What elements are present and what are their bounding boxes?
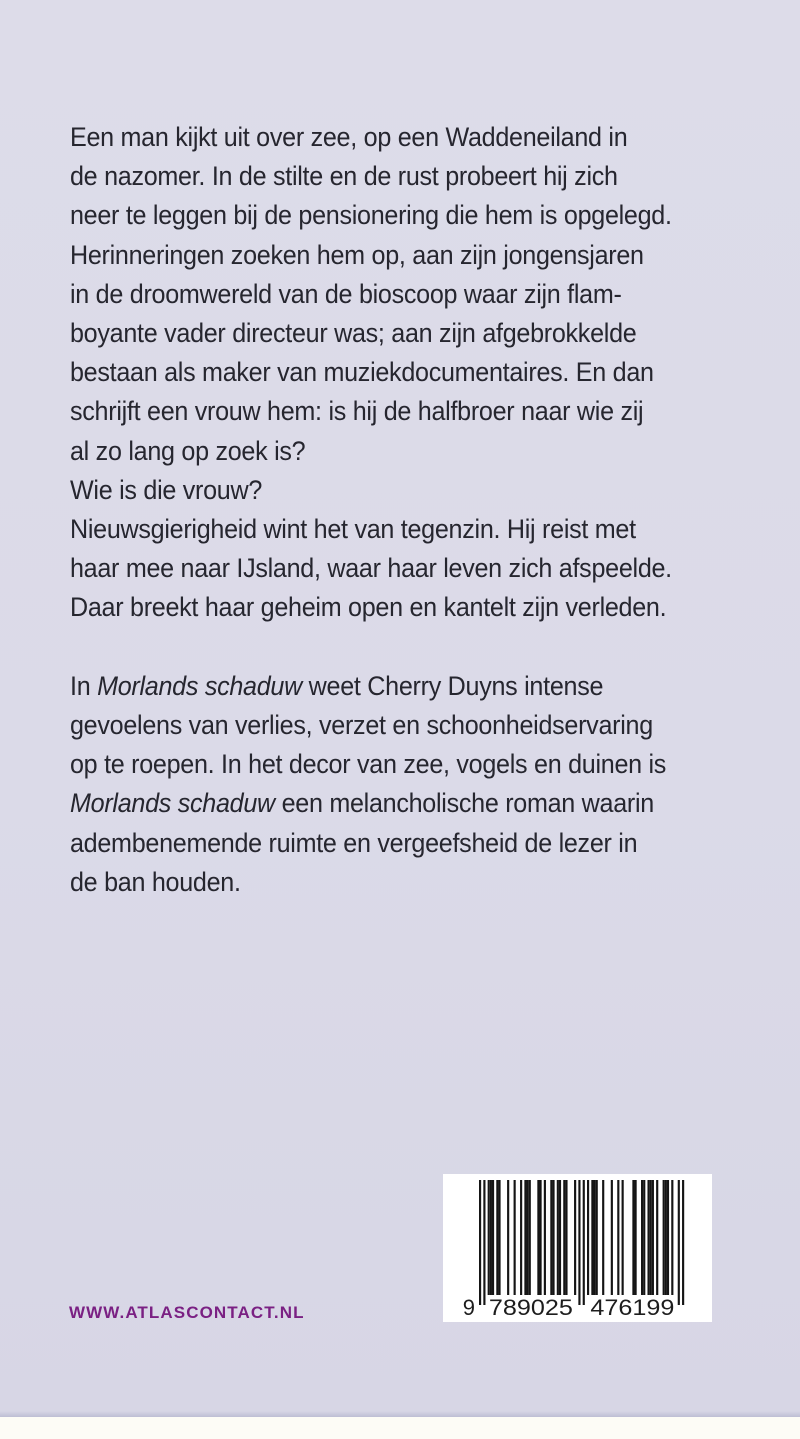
barcode-bar [563,1180,565,1295]
blurb-paragraph [70,667,749,902]
barcode-number: 476199 [590,1295,675,1320]
barcode-bar [596,1180,598,1295]
barcode-bar [492,1180,494,1295]
book-title-italic: Morlands schaduw [97,670,302,701]
barcode-number: 9 [462,1295,475,1320]
barcode-bar [671,1180,673,1295]
blurb-text: in de droomwereld van de bioscoop waar zijn flam- [70,278,622,309]
barcode-bar [496,1180,498,1295]
barcode-bar [527,1180,529,1295]
barcode-bar [647,1180,649,1295]
blurb-line [70,588,749,627]
blurb-line [70,432,749,471]
blurb-line [70,157,749,196]
blurb-text: een melancholische roman waarin [274,788,654,819]
barcode-bar [537,1180,539,1295]
blurb-line [70,471,749,510]
barcode-bar [665,1180,667,1295]
blurb-text: neer te leggen bij de pensionering die hem is opgelegd. [70,200,672,231]
barcode-bar [574,1180,576,1295]
barcode-bar [583,1180,585,1305]
blurb-text: adembenemende ruimte en vergeefsheid de lezer in [70,827,638,858]
blurb-line [70,706,749,745]
blurb-text: Daar breekt haar geheim open en kantelt zijn verleden. [70,592,667,623]
barcode-bar [488,1180,490,1295]
blurb-text: Een man kijkt uit over zee, op een Waddeneiland in [70,122,628,152]
barcode-bar [578,1180,580,1305]
blurb-text: weet Cherry Duyns intense [301,670,604,701]
barcode-bar [479,1180,481,1305]
barcode-bar [524,1180,526,1295]
book-title-italic: Morlands schaduw [70,788,275,819]
blurb-text: In [70,670,98,701]
blurb-line [70,745,749,784]
barcode-bar [507,1180,509,1295]
blurb-line [70,275,749,314]
barcode-bar [602,1180,604,1295]
blurb-text: Nieuwsgierigheid wint het van tegenzin. Hij reist met [70,514,636,545]
blurb-line [70,824,749,863]
blurb-line [70,236,749,275]
barcode-bar [622,1180,624,1295]
blurb-line [70,784,749,823]
isbn-barcode-panel [443,1174,712,1322]
barcode-bar [552,1180,554,1295]
blurb-text: boyante vader directeur was; aan zijn afgebrokkelde [70,318,637,349]
barcode-bar [559,1180,561,1295]
barcode-number: 789025 [488,1295,573,1320]
blurb-line [70,510,749,549]
blurb-line [70,118,749,157]
ean13-barcode [443,1174,712,1322]
blurb-line [70,196,749,235]
barcode-bar [550,1180,552,1295]
blurb-line [70,392,749,431]
barcode-bar [593,1180,595,1295]
barcode-bar [667,1180,669,1295]
blurb-paragraph [70,118,749,628]
barcode-bar [514,1180,516,1295]
blurb-text: haar mee naar IJsland, waar haar leven zich afspeelde. [70,553,672,584]
barcode-bar [483,1180,485,1305]
blurb-text: Herinneringen zoeken hem op, aan zijn jongensjaren [70,239,644,270]
blurb-line [70,549,749,588]
barcode-bar [641,1180,643,1295]
barcode-bar [529,1180,531,1295]
publisher-website: WWW.ATLASCONTACT.NL [69,1303,305,1322]
barcode-bar [490,1180,492,1295]
barcode-bar [591,1180,593,1295]
barcode-bar [544,1180,546,1295]
blurb-text: de ban houden. [70,866,241,897]
blurb-text: schrijft een vrouw hem: is hij de halfbroer naar wie zij [70,396,644,427]
barcode-bar [565,1180,567,1295]
barcode-bar [656,1180,658,1295]
barcode-bar [663,1180,665,1295]
barcode-bar [652,1180,654,1295]
barcode-bar [635,1180,637,1295]
barcode-bar [682,1180,684,1305]
page-bottom-strip [0,1417,800,1439]
blurb-line [70,314,749,353]
blurb-line [70,667,749,706]
barcode-bar [587,1180,589,1295]
barcode-bar [611,1180,613,1295]
barcode-bar [632,1180,634,1295]
blurb-text: Wie is die vrouw? [70,474,263,505]
blurb-text: de nazomer. In de stilte en de rust probeert hij zich [70,161,618,192]
barcode-bar [650,1180,652,1295]
blurb-text: al zo lang op zoek is? [70,435,306,466]
barcode-bar [539,1180,541,1295]
barcode-bar [617,1180,619,1295]
barcode-bar [643,1180,645,1295]
barcode-bar [520,1180,522,1295]
barcode-bar [678,1180,680,1305]
blurb-line [70,863,749,902]
blurb-line [70,353,749,392]
book-blurb [70,118,749,902]
barcode-bar [557,1180,559,1295]
blurb-text: bestaan als maker van muziekdocumentaires. En dan [70,357,654,388]
barcode-bar [498,1180,500,1295]
blurb-text: op te roepen. In het decor van zee, vogels en duinen is [70,749,667,780]
blurb-text: gevoelens van verlies, verzet en schoonheidservaring [70,710,653,741]
